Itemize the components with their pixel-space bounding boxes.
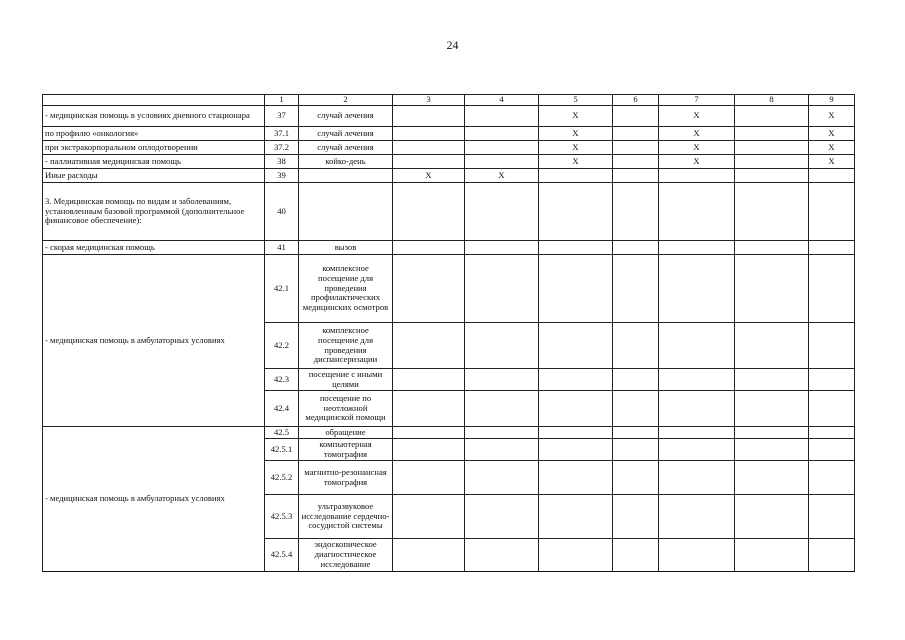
row-unit: комплексное посещение для проведения профилактических медицинских осмотров	[299, 255, 393, 323]
mark-cell	[735, 155, 809, 169]
value-cell	[613, 461, 659, 495]
value-cell	[735, 439, 809, 461]
mark-cell: X	[539, 141, 613, 155]
mark-cell: X	[465, 169, 539, 183]
mark-cell	[809, 169, 855, 183]
page-number: 24	[446, 38, 459, 52]
row-code: 42.5.2	[265, 461, 299, 495]
table-row	[43, 127, 855, 141]
mark-cell: X	[809, 141, 855, 155]
header-cell: 2	[299, 95, 393, 106]
value-cell	[659, 427, 735, 439]
value-cell	[735, 427, 809, 439]
value-cell	[809, 323, 855, 369]
row-code: 39	[265, 169, 299, 183]
value-cell	[659, 323, 735, 369]
value-cell	[659, 439, 735, 461]
row-unit: койко-день	[299, 155, 393, 169]
mark-cell: X	[539, 127, 613, 141]
header-cell: 6	[613, 95, 659, 106]
value-cell	[465, 461, 539, 495]
row-code: 42.5.4	[265, 539, 299, 572]
mark-cell: X	[393, 169, 465, 183]
row-code: 41	[265, 241, 299, 255]
row-code: 42.2	[265, 323, 299, 369]
value-cell	[659, 391, 735, 427]
value-cell	[539, 439, 613, 461]
row-code: 38	[265, 155, 299, 169]
row-unit	[299, 169, 393, 183]
value-cell	[539, 495, 613, 539]
mark-cell	[393, 127, 465, 141]
row-unit: вызов	[299, 241, 393, 255]
value-cell	[465, 255, 539, 323]
value-cell	[613, 427, 659, 439]
row-label: 3. Медицинская помощь по видам и заболеваниям, установленным базовой программой (дополнительное финансовое обеспечение):	[43, 183, 265, 241]
row-unit: случай лечения	[299, 106, 393, 127]
header-cell: 9	[809, 95, 855, 106]
row-unit	[299, 183, 393, 241]
value-cell	[393, 539, 465, 572]
mark-cell	[659, 183, 735, 241]
mark-cell	[393, 106, 465, 127]
value-cell	[539, 255, 613, 323]
mark-cell: X	[809, 155, 855, 169]
row-unit: случай лечения	[299, 141, 393, 155]
mark-cell	[465, 183, 539, 241]
value-cell	[539, 461, 613, 495]
row-code: 42.5.1	[265, 439, 299, 461]
row-code: 37	[265, 106, 299, 127]
mark-cell	[393, 141, 465, 155]
value-cell	[613, 439, 659, 461]
header-cell: 1	[265, 95, 299, 106]
mark-cell	[735, 183, 809, 241]
value-cell	[809, 439, 855, 461]
value-cell	[659, 461, 735, 495]
value-cell	[393, 391, 465, 427]
mark-cell	[735, 141, 809, 155]
mark-cell	[539, 183, 613, 241]
row-unit: обращение	[299, 427, 393, 439]
header-cell: 7	[659, 95, 735, 106]
row-code: 42.3	[265, 369, 299, 391]
mark-cell: X	[809, 106, 855, 127]
table-row	[43, 241, 855, 255]
table-row	[43, 155, 855, 169]
value-cell	[809, 461, 855, 495]
header-cell: 3	[393, 95, 465, 106]
value-cell	[735, 495, 809, 539]
row-label: - скорая медицинская помощь	[43, 241, 265, 255]
mark-cell: X	[539, 106, 613, 127]
value-cell	[465, 427, 539, 439]
mark-cell	[465, 241, 539, 255]
row-label: Иные расходы	[43, 169, 265, 183]
value-cell	[393, 323, 465, 369]
row-unit: комплексное посещение для проведения диспансеризации	[299, 323, 393, 369]
table-row	[43, 427, 855, 439]
row-code: 37.2	[265, 141, 299, 155]
value-cell	[735, 539, 809, 572]
value-cell	[809, 539, 855, 572]
value-cell	[393, 255, 465, 323]
row-code: 42.5	[265, 427, 299, 439]
group-label: - медицинская помощь в амбулаторных условиях	[43, 255, 265, 427]
value-cell	[465, 439, 539, 461]
table-row	[43, 106, 855, 127]
table-row	[43, 255, 855, 323]
header-cell: 4	[465, 95, 539, 106]
mark-cell: X	[809, 127, 855, 141]
mark-cell: X	[659, 127, 735, 141]
header-row	[43, 95, 855, 106]
mark-cell	[613, 106, 659, 127]
mark-cell	[539, 169, 613, 183]
row-unit: посещение с иными целями	[299, 369, 393, 391]
value-cell	[393, 427, 465, 439]
row-unit: компьютерная томография	[299, 439, 393, 461]
value-cell	[809, 255, 855, 323]
row-label: при экстракорпоральном оплодотворении	[43, 141, 265, 155]
mark-cell	[465, 106, 539, 127]
row-code: 42.1	[265, 255, 299, 323]
value-cell	[735, 391, 809, 427]
value-cell	[539, 369, 613, 391]
mark-cell	[539, 241, 613, 255]
value-cell	[539, 323, 613, 369]
row-code: 40	[265, 183, 299, 241]
value-cell	[613, 255, 659, 323]
row-unit: ультразвуковое исследование сердечно-сосудистой системы	[299, 495, 393, 539]
row-label: по профилю «онкология»	[43, 127, 265, 141]
row-unit: случай лечения	[299, 127, 393, 141]
mark-cell: X	[659, 141, 735, 155]
mark-cell	[393, 183, 465, 241]
row-code: 42.4	[265, 391, 299, 427]
value-cell	[613, 539, 659, 572]
table-row	[43, 169, 855, 183]
mark-cell	[809, 183, 855, 241]
mark-cell	[735, 127, 809, 141]
mark-cell: X	[659, 155, 735, 169]
value-cell	[613, 391, 659, 427]
mark-cell	[465, 141, 539, 155]
header-cell: 8	[735, 95, 809, 106]
value-cell	[539, 391, 613, 427]
value-cell	[465, 323, 539, 369]
mark-cell	[735, 169, 809, 183]
mark-cell: X	[539, 155, 613, 169]
value-cell	[659, 369, 735, 391]
value-cell	[809, 495, 855, 539]
mark-cell	[659, 169, 735, 183]
mark-cell	[809, 241, 855, 255]
row-label: - паллиативная медицинская помощь	[43, 155, 265, 169]
mark-cell	[613, 155, 659, 169]
row-label: - медицинская помощь в условиях дневного стационара	[43, 106, 265, 127]
mark-cell	[393, 155, 465, 169]
mark-cell	[613, 141, 659, 155]
row-unit: эндоскопическое диагностическое исследование	[299, 539, 393, 572]
value-cell	[735, 255, 809, 323]
value-cell	[393, 369, 465, 391]
value-cell	[659, 539, 735, 572]
value-cell	[735, 461, 809, 495]
mark-cell	[659, 241, 735, 255]
value-cell	[735, 323, 809, 369]
row-code: 42.5.3	[265, 495, 299, 539]
value-cell	[465, 391, 539, 427]
mark-cell	[613, 183, 659, 241]
mark-cell	[465, 127, 539, 141]
value-cell	[809, 391, 855, 427]
value-cell	[809, 369, 855, 391]
header-cell: 5	[539, 95, 613, 106]
value-cell	[393, 439, 465, 461]
value-cell	[613, 323, 659, 369]
value-cell	[539, 539, 613, 572]
group-label: - медицинская помощь в амбулаторных условиях	[43, 427, 265, 572]
value-cell	[393, 495, 465, 539]
row-unit: посещение по неотложной медицинской помощи	[299, 391, 393, 427]
table-row	[43, 183, 855, 241]
value-cell	[613, 495, 659, 539]
mark-cell: X	[659, 106, 735, 127]
value-cell	[659, 495, 735, 539]
value-cell	[735, 369, 809, 391]
mark-cell	[613, 241, 659, 255]
value-cell	[539, 427, 613, 439]
mark-cell	[393, 241, 465, 255]
table-row	[43, 141, 855, 155]
mark-cell	[735, 241, 809, 255]
mark-cell	[735, 106, 809, 127]
mark-cell	[613, 169, 659, 183]
mark-cell	[465, 155, 539, 169]
value-cell	[659, 255, 735, 323]
value-cell	[465, 539, 539, 572]
header-cell-blank	[43, 95, 265, 106]
value-cell	[465, 369, 539, 391]
mark-cell	[613, 127, 659, 141]
value-cell	[465, 495, 539, 539]
row-code: 37.1	[265, 127, 299, 141]
data-table	[42, 94, 855, 572]
row-unit: магнитно-резонансная томография	[299, 461, 393, 495]
value-cell	[809, 427, 855, 439]
value-cell	[393, 461, 465, 495]
value-cell	[613, 369, 659, 391]
